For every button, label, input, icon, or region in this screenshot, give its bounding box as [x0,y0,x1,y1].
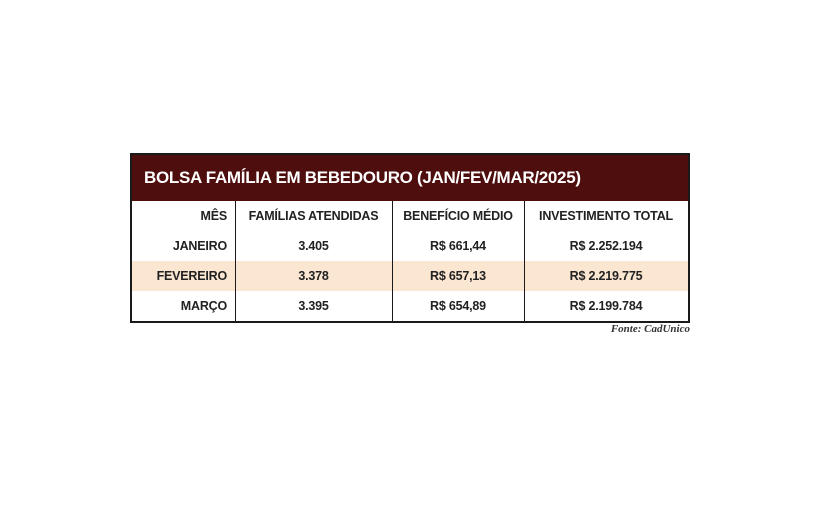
header-cell-total-investment: INVESTIMENTO TOTAL [539,209,673,223]
cell-families: 3.395 [298,299,329,313]
header-cell-average-benefit: BENEFÍCIO MÉDIO [403,209,513,223]
column-divider [392,201,393,321]
cell-total-investment: R$ 2.219.775 [569,269,643,283]
table-grid [132,201,688,321]
cell-month: FEVEREIRO [156,269,227,283]
cell-average-benefit: R$ 654,89 [430,299,486,313]
cell-month: JANEIRO [172,239,227,253]
table-row [132,231,688,261]
header-cell-month: MÊS [200,209,227,223]
table-title: BOLSA FAMÍLIA EM BEBEDOURO (JAN/FEV/MAR/2025) [132,155,688,201]
bolsa-familia-table [130,153,690,323]
cell-total-investment: R$ 2.199.784 [569,299,643,313]
table-row [132,261,688,291]
cell-average-benefit: R$ 661,44 [430,239,486,253]
header-cell-families: FAMÍLIAS ATENDIDAS [248,209,379,223]
column-divider [524,201,525,321]
cell-families: 3.378 [298,269,329,283]
cell-month: MARÇO [180,299,227,313]
source-note: Fonte: CadUnico [610,323,690,335]
table-row [132,291,688,321]
cell-families: 3.405 [298,239,329,253]
cell-total-investment: R$ 2.252.194 [569,239,643,253]
cell-average-benefit: R$ 657,13 [430,269,486,283]
header-row [132,201,688,231]
column-divider [235,201,236,321]
